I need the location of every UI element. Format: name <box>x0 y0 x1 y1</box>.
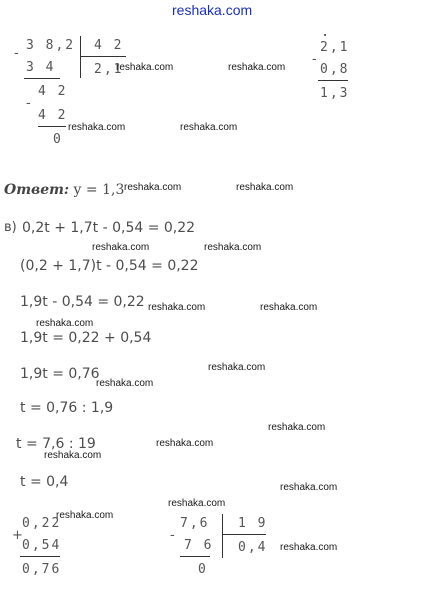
watermark: reshaka.com <box>268 422 326 433</box>
sum: 0,76 <box>22 562 62 577</box>
watermark: reshaka.com <box>124 182 182 193</box>
watermark: reshaka.com <box>56 510 114 521</box>
remainder: 0 <box>53 132 63 147</box>
equation-line-7: t = 7,6 : 19 <box>16 436 96 452</box>
divisor: 4 2 <box>94 38 124 53</box>
watermark: reshaka.com <box>156 438 214 449</box>
equation-line-6: t = 0,76 : 1,9 <box>20 400 114 416</box>
borrow-dot <box>324 34 326 36</box>
answer-line <box>4 182 124 198</box>
watermark: reshaka.com <box>96 378 154 389</box>
equation-line-1: 0,2t + 1,7t - 0,54 = 0,22 <box>22 220 196 236</box>
dividend: 3 8,2 <box>26 38 76 53</box>
minus-sign: - <box>14 46 19 61</box>
underline-2 <box>38 126 66 127</box>
equation-line-4: 1,9t = 0,22 + 0,54 <box>20 330 152 346</box>
subtrahend-1: 3 4 <box>26 60 56 75</box>
equation-line-8: t = 0,4 <box>20 474 69 490</box>
answer-label: Ответ: <box>4 182 70 198</box>
minus-sign: - <box>170 528 175 543</box>
watermark: reshaka.com <box>280 482 338 493</box>
division-bracket-vertical <box>222 514 223 558</box>
watermark: reshaka.com <box>260 302 318 313</box>
result-line <box>318 80 348 81</box>
subtrahend-2: 4 2 <box>38 108 68 123</box>
watermark: reshaka.com <box>148 302 206 313</box>
quotient: 2,1 <box>94 62 124 77</box>
dividend: 7,6 <box>180 516 210 531</box>
minus-sign: - <box>312 52 317 67</box>
watermark: reshaka.com <box>68 122 126 133</box>
watermark: reshaka.com <box>116 62 174 73</box>
remainder: 0 <box>198 562 208 577</box>
equation-line-3: 1,9t - 0,54 = 0,22 <box>20 294 145 310</box>
division-bracket-horizontal <box>222 534 266 535</box>
watermark: reshaka.com <box>204 242 262 253</box>
watermark: reshaka.com <box>168 498 226 509</box>
addend-2: 0,54 <box>22 538 62 553</box>
watermark: reshaka.com <box>236 182 294 193</box>
minus-sign: - <box>26 96 31 111</box>
divisor: 1 9 <box>238 516 268 531</box>
division-bracket-horizontal <box>80 56 126 57</box>
plus-sign: + <box>12 528 23 543</box>
division-bracket-vertical <box>80 36 81 78</box>
equation-line-2: (0,2 + 1,7)t - 0,54 = 0,22 <box>20 258 199 274</box>
sum-line <box>20 556 60 557</box>
quotient: 0,4 <box>238 540 268 555</box>
watermark-top: reshaka.com <box>172 2 253 18</box>
answer-value: y = 1,3 <box>73 182 125 198</box>
watermark: reshaka.com <box>180 122 238 133</box>
watermark: reshaka.com <box>92 242 150 253</box>
underline-1 <box>24 78 60 79</box>
equation-line-5: 1,9t = 0,76 <box>20 366 100 382</box>
watermark: reshaka.com <box>44 450 102 461</box>
addend-1: 0,22 <box>22 516 62 531</box>
watermark: reshaka.com <box>228 62 286 73</box>
part-label: в) <box>4 220 17 235</box>
subtrahend: 7 6 <box>184 538 214 553</box>
underline <box>180 556 210 557</box>
watermark: reshaka.com <box>208 362 266 373</box>
difference: 1,3 <box>320 86 350 101</box>
partial-dividend: 4 2 <box>38 84 68 99</box>
subtrahend: 0,8 <box>320 62 350 77</box>
minuend: 2,1 <box>320 40 350 55</box>
watermark: reshaka.com <box>280 542 338 553</box>
watermark: reshaka.com <box>36 318 94 329</box>
